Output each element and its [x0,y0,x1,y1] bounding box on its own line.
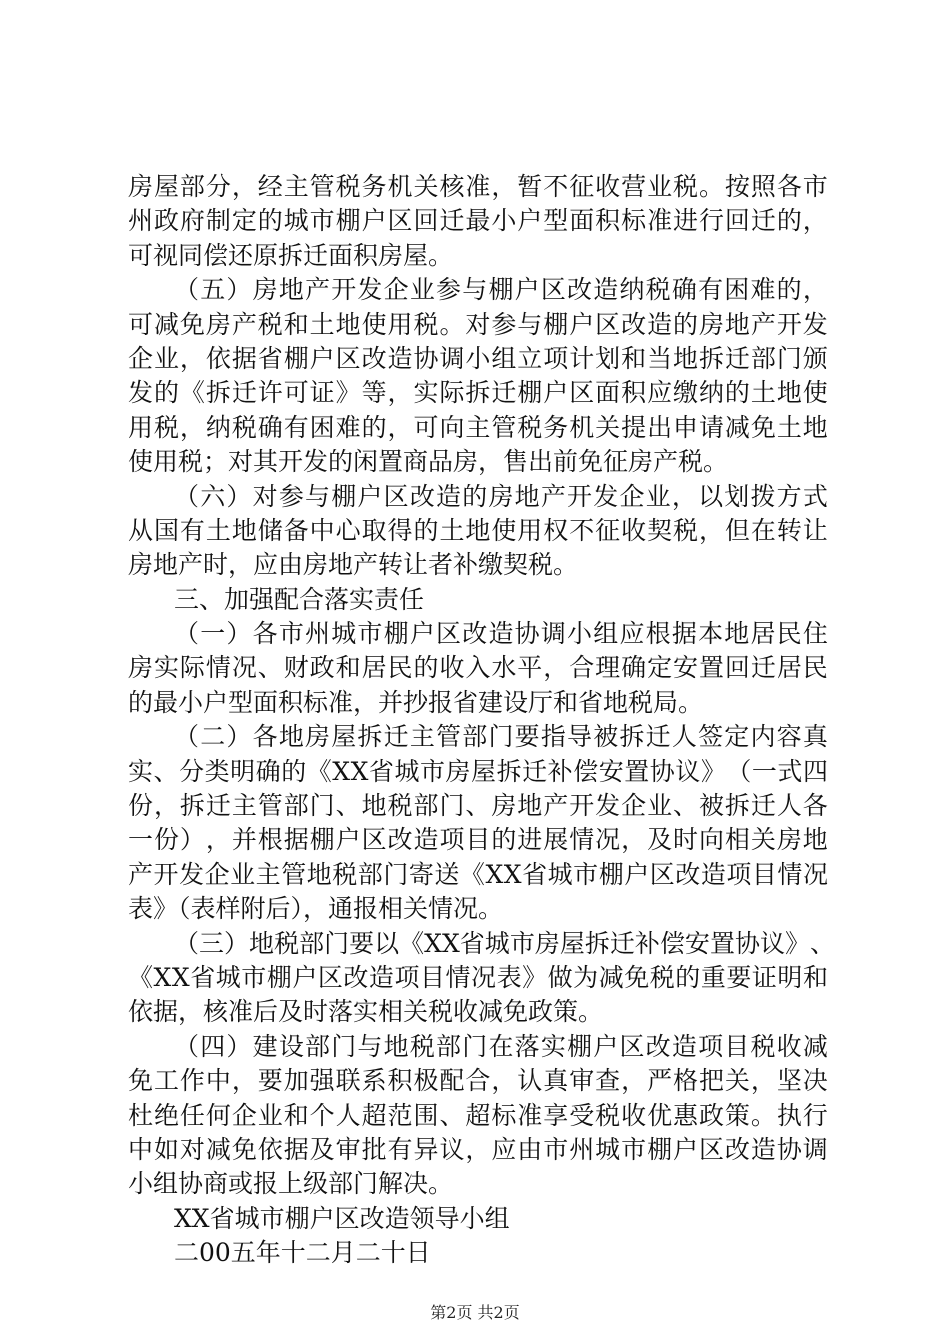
document-body [128,170,836,1271]
text-line: 杜 绝 任 何 企 业 和 个 人 超 范 围 、 超 标 准 享 受 税 收 优 惠 政 策 。 执 行 [128,1100,828,1130]
text-line: 用 税 ， 纳 税 确 有 困 难 的 ， 可 向 主 管 税 务 机 关 提 出 申 请 减 免 土 地 [128,412,828,442]
text-line: 可视同偿还原拆迁面积房屋。 [128,240,454,270]
text-line: （ 二 ） 各 地 房 屋 拆 迁 主 管 部 门 要 指 导 被 拆 迁 人 签 定 内 容 真 [174,722,828,752]
text-line: 房 实 际 情 况 、 财 政 和 居 民 的 收 入 水 平 ， 合 理 确 定 安 置 回 迁 居 民 [128,653,828,683]
text-line: 三、加强配合落实责任 [174,584,425,614]
text-line: 二00五年十二月二十日 [174,1238,431,1268]
text-line: 表》（表样附后），通报相关情况。 [128,894,504,924]
text-line: XX省城市棚户区改造领导小组 [174,1203,510,1233]
text-line: 房 屋 部 分 ， 经 主 管 税 务 机 关 核 准 ， 暂 不 征 收 营 业 税 。 按 照 各 市 [128,172,828,201]
text-line: （ 六 ） 对 参 与 棚 户 区 改 造 的 房 地 产 开 发 企 业 ， 以 划 拨 方 式 [174,481,828,511]
text-line: 的最小户型面积标准，并抄报省建设厅和省地税局。 [128,687,704,717]
page-number-footer: 第2页 共2页 [430,1303,520,1322]
text-line: 州 政 府 制 定 的 城 市 棚 户 区 回 迁 最 小 户 型 面 积 标 准 进 行 回 迁 的 ， [128,206,828,236]
text-line: （ 五 ） 房 地 产 开 发 企 业 参 与 棚 户 区 改 造 纳 税 确 有 困 难 的 ， [174,275,828,305]
text-line: 实 、 分 类 明 确 的 《 X X 省 城 市 房 屋 拆 迁 补 偿 安 置 协 议 》 （ 一 式 四 [128,756,828,786]
text-line: 小组协商或报上级部门解决。 [128,1169,454,1199]
text-line: 份 ， 拆 迁 主 管 部 门 、 地 税 部 门 、 房 地 产 开 发 企 业 、 被 拆 迁 人 各 [128,791,828,821]
text-line: 免 工 作 中 ， 要 加 强 联 系 积 极 配 合 ， 认 真 审 查 ， 严 格 把 关 ， 坚 决 [128,1066,828,1096]
text-line: （ 四 ） 建 设 部 门 与 地 税 部 门 在 落 实 棚 户 区 改 造 项 目 税 收 减 [174,1031,828,1061]
text-line: 企 业 ， 依 据 省 棚 户 区 改 造 协 调 小 组 立 项 计 划 和 当 地 拆 迁 部 门 颁 [128,343,828,373]
text-line: 使用税；对其开发的闲置商品房，售出前免征房产税。 [128,447,729,477]
text-line: 依据，核准后及时落实相关税收减免政策。 [128,997,604,1027]
text-line: 中 如 对 减 免 依 据 及 审 批 有 异 议 ， 应 由 市 州 城 市 棚 户 区 改 造 协 调 [128,1134,828,1164]
text-line: 房地产时，应由房地产转让者补缴契税。 [128,550,579,580]
text-line: 可 减 免 房 产 税 和 土 地 使 用 税 。 对 参 与 棚 户 区 改 造 的 房 地 产 开 发 [128,309,828,339]
text-line: 《 X X 省 城 市 棚 户 区 改 造 项 目 情 况 表 》 做 为 减 免 税 的 重 要 证 明 和 [128,962,828,992]
text-line: （ 一 ） 各 市 州 城 市 棚 户 区 改 造 协 调 小 组 应 根 据 本 地 居 民 住 [174,619,828,649]
text-line: 一 份 ） ， 并 根 据 棚 户 区 改 造 项 目 的 进 展 情 况 ， 及 时 向 相 关 房 地 [128,825,828,855]
text-line: 产 开 发 企 业 主 管 地 税 部 门 寄 送 《 X X 省 城 市 棚 户 区 改 造 项 目 情 况 [128,859,828,889]
text-line: 从 国 有 土 地 储 备 中 心 取 得 的 土 地 使 用 权 不 征 收 契 税 ， 但 在 转 让 [128,515,828,545]
text-line: （ 三 ） 地 税 部 门 要 以 《 X X 省 城 市 房 屋 拆 迁 补 偿 安 置 协 议 》 、 [174,928,836,958]
text-line: 发 的 《 拆 迁 许 可 证 》 等 ， 实 际 拆 迁 棚 户 区 面 积 应 缴 纳 的 土 地 使 [128,378,828,408]
